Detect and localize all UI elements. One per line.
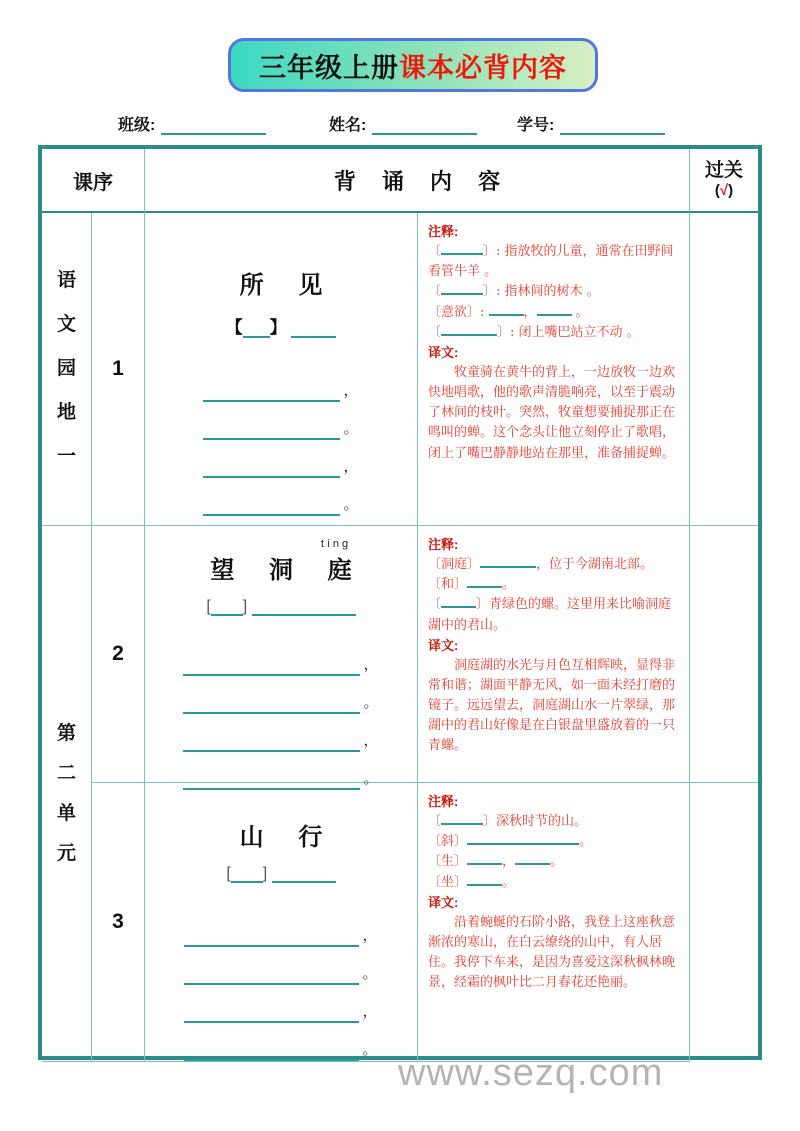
note-line: 〔坐〕 。 bbox=[428, 874, 516, 890]
note-line: 〔 〕: 指放牧的儿童，通常在田野间看管牛羊 。 bbox=[428, 244, 674, 280]
translation-label: 译文: bbox=[428, 637, 459, 653]
poem-line: 。 bbox=[183, 676, 378, 714]
notes-cell-shanxing bbox=[418, 783, 690, 1062]
fill-in-blank bbox=[441, 283, 483, 295]
unit-cell-yuwenyuandi-1 bbox=[42, 213, 92, 526]
poem-author-line: [ ] bbox=[226, 865, 335, 883]
poem-line: ， bbox=[183, 714, 378, 752]
student-no-blank-line bbox=[560, 117, 665, 135]
fill-in-blank bbox=[467, 833, 579, 845]
poem-line: 。 bbox=[183, 752, 378, 790]
notes-label: 注释: bbox=[428, 537, 459, 552]
notes-cell-wangdongting bbox=[418, 526, 690, 783]
student-no-label: 学号: bbox=[517, 117, 555, 134]
fill-in-blank bbox=[441, 813, 483, 825]
notes-label: 注释: bbox=[428, 224, 459, 239]
fill-in-blank bbox=[467, 873, 502, 885]
poem-blank-lines bbox=[203, 364, 358, 516]
poem-line: 。 bbox=[184, 947, 377, 985]
fill-in-blank bbox=[291, 322, 336, 338]
header-pass-mark: (√) bbox=[714, 182, 734, 200]
poem-title: 山 行 bbox=[239, 824, 337, 851]
poem-cell-wangdongting bbox=[145, 526, 418, 787]
class-blank-line bbox=[161, 117, 266, 135]
page-title-prefix: 三年级上册 bbox=[259, 52, 399, 83]
name-blank-line bbox=[372, 117, 477, 135]
name-label: 姓名: bbox=[329, 117, 367, 134]
poem-blank-line bbox=[184, 1013, 359, 1023]
fill-in-blank bbox=[441, 323, 497, 335]
student-no-field bbox=[517, 112, 665, 135]
check-mark: √ bbox=[719, 182, 729, 200]
poem-blank-line bbox=[184, 1051, 359, 1061]
note-line: 〔斜〕 。 bbox=[428, 834, 593, 850]
poem-blank-line bbox=[203, 392, 340, 402]
poem-line: 。 bbox=[203, 478, 358, 516]
fill-in-blank bbox=[231, 868, 263, 883]
pass-cell-1 bbox=[690, 213, 758, 526]
fill-in-blank bbox=[515, 853, 550, 865]
poem-author-line: [ ] bbox=[206, 598, 355, 616]
recitation-table bbox=[38, 145, 762, 1060]
poem-line: ， bbox=[184, 985, 377, 1023]
note-line: 〔生〕 ， 。 bbox=[428, 854, 564, 870]
translation-text: 洞庭湖的水光与月色互相辉映，显得非常和谐；湖面平静无风，如一面未经打磨的镜子。远远望去，洞庭湖山水一片翠绿，那湖中的君山好像是在白银盘里盛放着的一只青螺。 bbox=[428, 657, 676, 754]
fill-in-blank bbox=[467, 576, 502, 588]
poem-line: ， bbox=[203, 440, 358, 478]
unit-vertical-text: 第二单元 bbox=[56, 722, 76, 864]
fill-in-blank bbox=[243, 322, 270, 338]
translation-label: 译文: bbox=[428, 344, 459, 360]
poem-title: 所 见 bbox=[239, 272, 337, 299]
poem-line: ， bbox=[184, 909, 377, 947]
pass-cell-3 bbox=[690, 783, 758, 1062]
unit-cell-unit-2 bbox=[42, 526, 92, 1062]
poem-title: 望 洞 庭 bbox=[210, 557, 366, 584]
poem-line: 。 bbox=[184, 1023, 377, 1061]
poem-blank-line bbox=[203, 430, 340, 440]
page-title-banner bbox=[228, 38, 598, 92]
poem-cell-suojian bbox=[145, 213, 418, 526]
note-line: 〔和〕 。 bbox=[428, 577, 516, 593]
fill-in-blank bbox=[480, 556, 536, 568]
poem-blank-lines bbox=[184, 909, 377, 1061]
poem-blank-line bbox=[203, 506, 340, 516]
lesson-number-3: 3 bbox=[92, 783, 145, 1062]
poem-line: ， bbox=[203, 364, 358, 402]
student-info-row bbox=[0, 112, 800, 138]
fill-in-blank bbox=[467, 853, 502, 865]
poem-blank-line bbox=[203, 468, 340, 478]
notes-label: 注释: bbox=[428, 794, 459, 809]
poem-blank-line bbox=[184, 975, 359, 985]
fill-in-blank bbox=[272, 868, 336, 883]
fill-in-blank bbox=[252, 601, 356, 616]
translation-text: 牧童骑在黄牛的背上，一边放牧一边欢快地唱歌，他的歌声清脆响亮，以至于震动了林间的枝叶。突然，牧童想要捕捉那正在鸣叫的蝉。这个念头让他立刻停止了歌唱，闭上了嘴巴静静地站在那里，准备捕捉蝉。 bbox=[428, 364, 676, 461]
fill-in-blank bbox=[489, 303, 524, 315]
note-line: 〔 〕: 闭上嘴巴站立不动 。 bbox=[428, 324, 640, 340]
watermark: www.sezq.com bbox=[398, 1052, 664, 1094]
poem-blank-line bbox=[184, 937, 359, 947]
note-line: 〔意欲〕: ， 。 bbox=[428, 304, 589, 320]
unit-vertical-text: 语文园地一 bbox=[56, 270, 76, 467]
poem-blank-line bbox=[183, 704, 360, 714]
fill-in-blank bbox=[537, 303, 572, 315]
pass-cell-2 bbox=[690, 526, 758, 783]
poem-blank-lines bbox=[183, 638, 378, 790]
lesson-number-1: 1 bbox=[92, 213, 145, 526]
page-title-highlight: 课本必背内容 bbox=[399, 52, 567, 83]
lesson-number-2: 2 bbox=[92, 526, 145, 783]
header-pass-label: 过关 bbox=[704, 160, 743, 182]
header-recite-content: 背 诵 内 容 bbox=[145, 149, 690, 213]
pinyin-annotation: tíng bbox=[320, 538, 352, 550]
fill-in-blank bbox=[441, 596, 476, 608]
poem-blank-line bbox=[183, 742, 360, 752]
note-line: 〔 〕深秋时节的山。 bbox=[428, 814, 588, 830]
notes-cell-suojian bbox=[418, 213, 690, 526]
poem-line: 。 bbox=[203, 402, 358, 440]
class-field bbox=[118, 112, 266, 135]
fill-in-blank bbox=[441, 243, 483, 255]
header-pass bbox=[690, 149, 758, 213]
class-label: 班级: bbox=[118, 117, 156, 134]
translation-label: 译文: bbox=[428, 894, 459, 910]
fill-in-blank bbox=[211, 601, 243, 616]
poem-cell-shanxing bbox=[145, 783, 418, 1062]
header-lesson-order: 课序 bbox=[42, 149, 145, 213]
note-line: 〔洞庭〕 ，位于今湖南北部。 bbox=[428, 557, 654, 573]
translation-text: 沿着蜿蜒的石阶小路，我登上这座秋意渐浓的寒山，在白云缭绕的山中，有人居住。我停下车来，是因为喜爱这深秋枫林晚景，经霜的枫叶比二月春花还艳丽。 bbox=[428, 914, 676, 991]
note-line: 〔 〕: 指林间的树木 。 bbox=[428, 284, 600, 300]
poem-blank-line bbox=[183, 666, 360, 676]
note-line: 〔 〕青绿色的螺。这里用来比喻洞庭湖中的君山。 bbox=[428, 597, 672, 633]
poem-author-line: 【 】 bbox=[226, 313, 337, 338]
poem-line: ， bbox=[183, 638, 378, 676]
name-field bbox=[329, 112, 477, 135]
